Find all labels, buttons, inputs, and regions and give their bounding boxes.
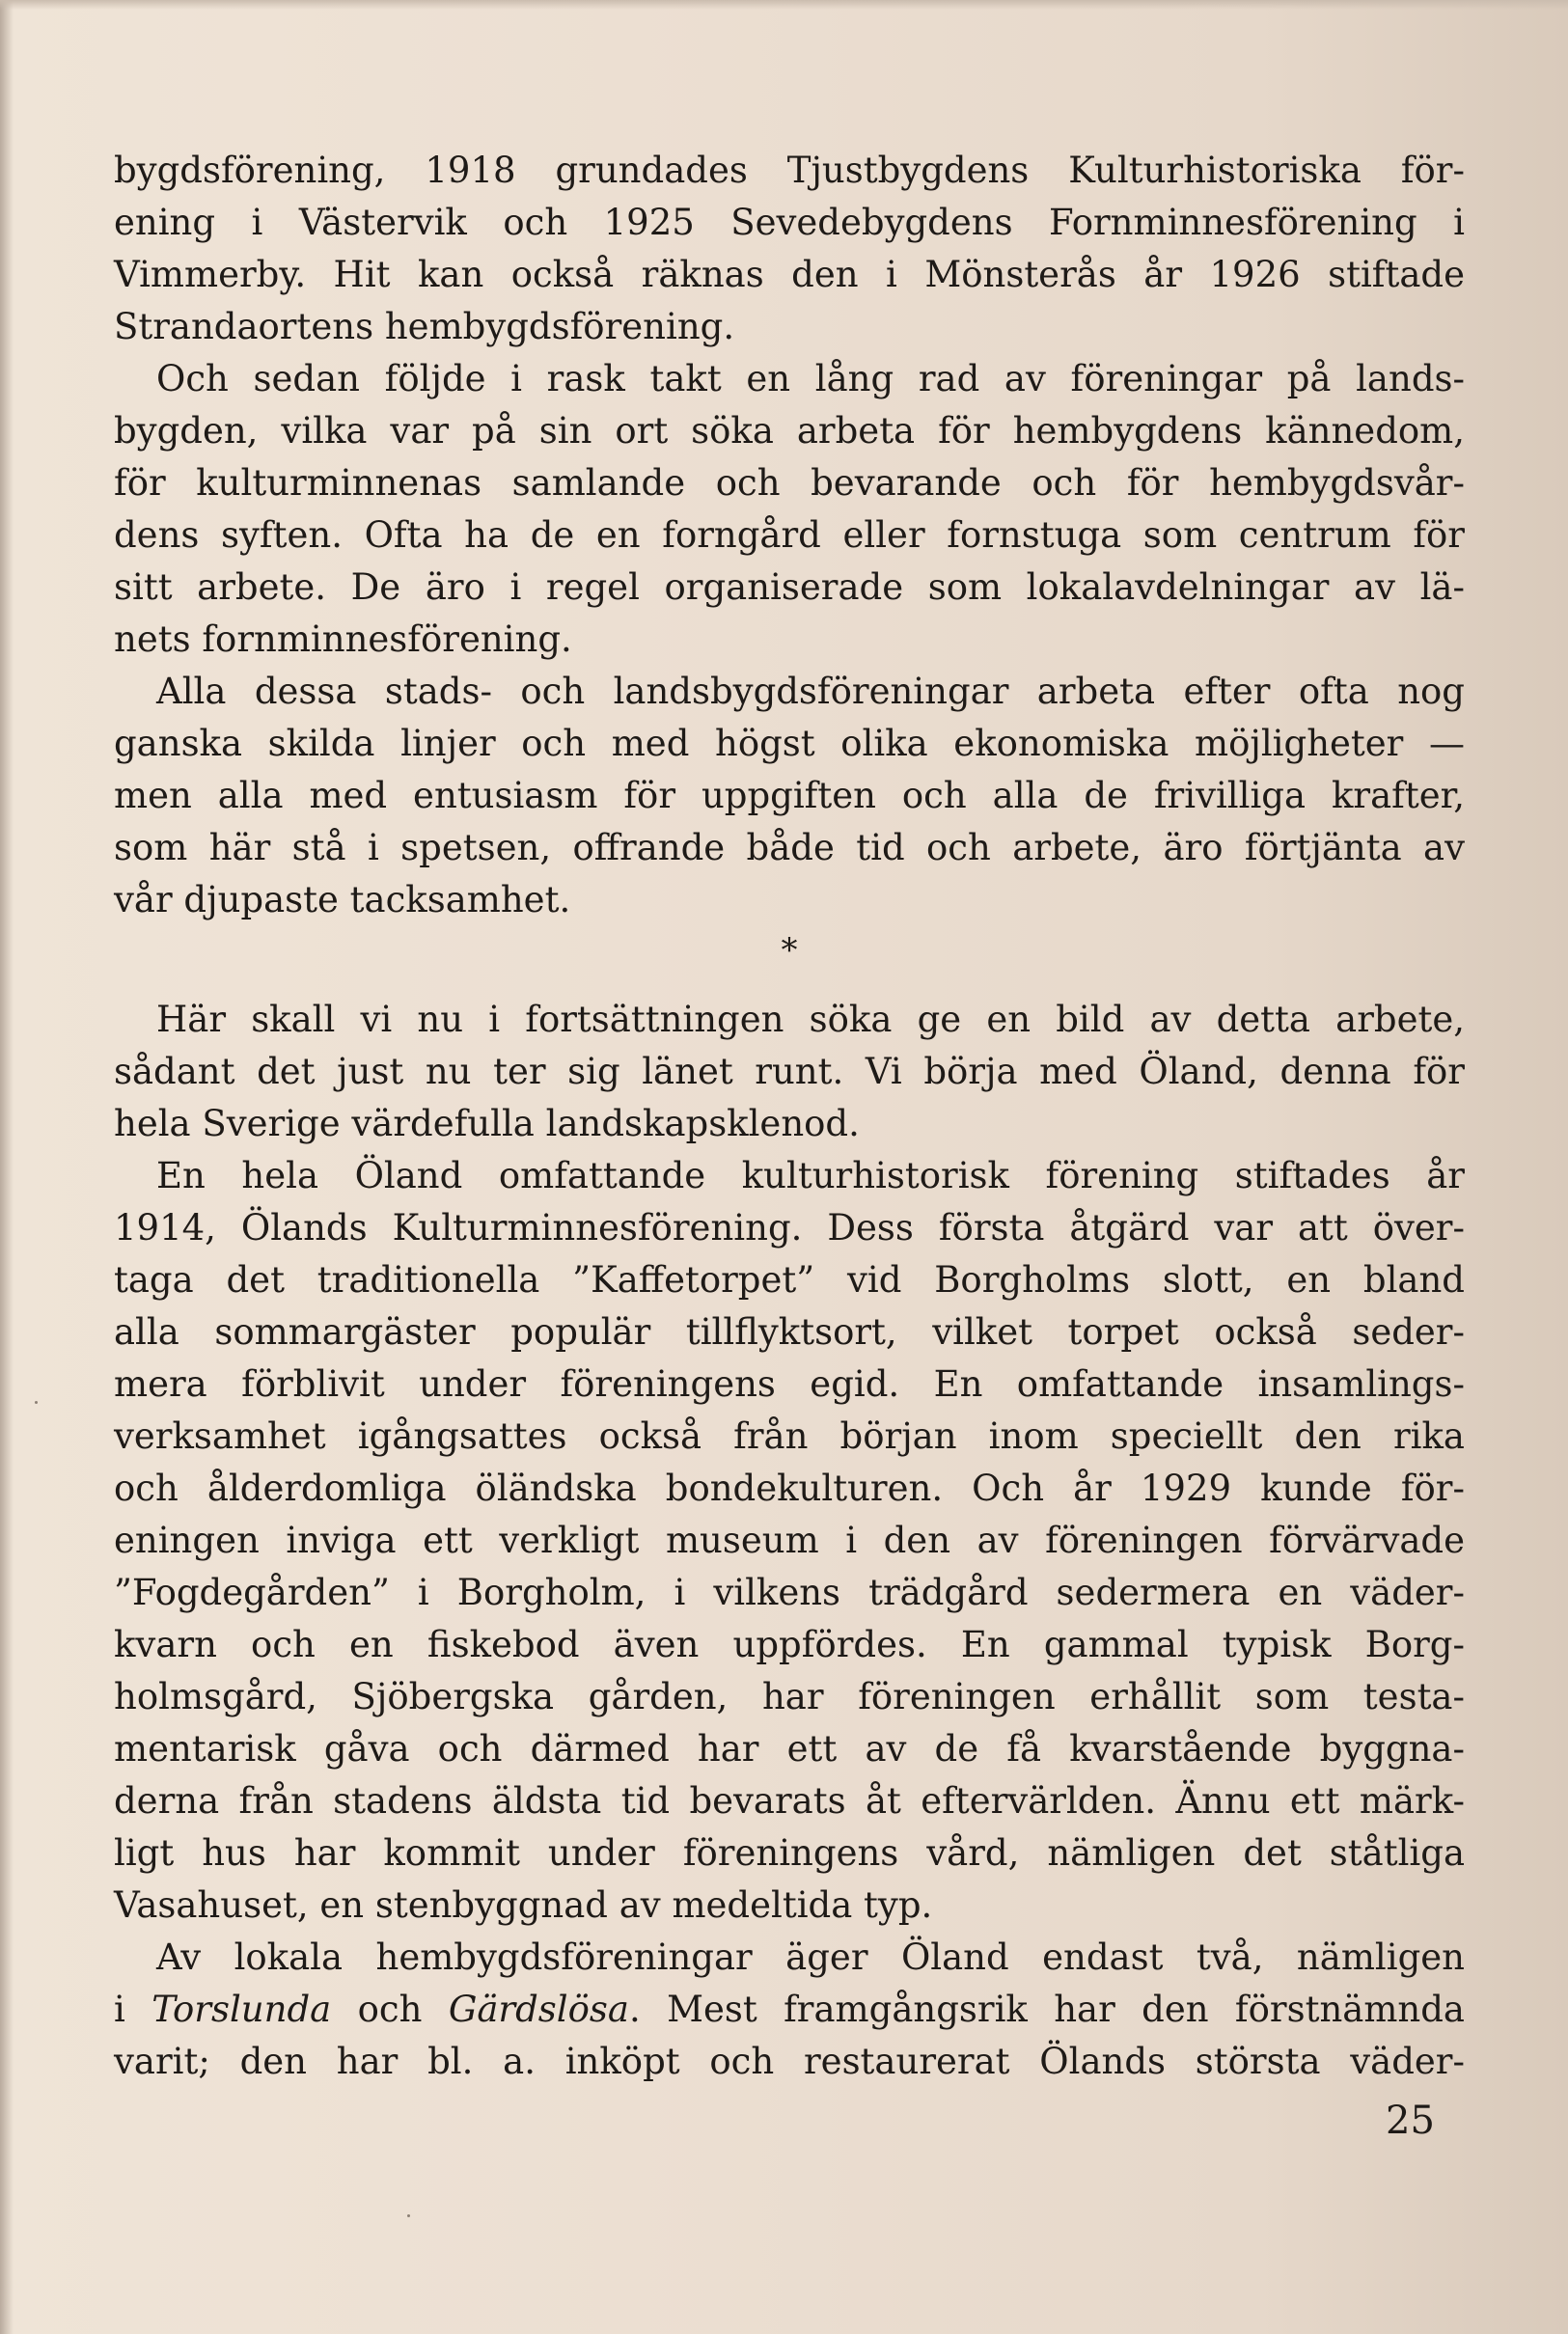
page-number: 25 <box>1386 2099 1435 2143</box>
paragraph-4 <box>114 994 1465 1150</box>
text-line: bygden, vilka var på sin ort söka arbeta för hembygdens kännedom, <box>114 410 1465 452</box>
page-gutter-shadow <box>0 0 14 2334</box>
text-line: och ålderdomliga öländska bondekulturen. Och år 1929 kunde för- <box>114 1468 1465 1509</box>
text-line: ganska skilda linjer och med högst olika ekonomiska möjligheter — <box>114 723 1465 764</box>
paragraph-2 <box>114 353 1465 666</box>
text-line: bygdsförening, 1918 grundades Tjustbygdens Kulturhistoriska för- <box>114 150 1465 191</box>
text-line: En hela Öland omfattande kulturhistorisk förening stiftades år <box>156 1155 1465 1196</box>
text-line: holmsgård, Sjöbergska gården, har föreningen erhållit som testa- <box>114 1676 1465 1717</box>
text-line: dens syften. Ofta ha de en forngård eller fornstuga som centrum för <box>114 514 1465 556</box>
body-text <box>114 145 1465 2088</box>
text-line: Av lokala hembygdsföreningar äger Öland endast två, nämligen <box>156 1936 1465 1978</box>
text-line: men alla med entusiasm för uppgiften och alla de frivilliga krafter, <box>114 775 1465 816</box>
text-line: kvarn och en fiskebod även uppfördes. En gammal typisk Borg- <box>114 1624 1465 1665</box>
text-line: hela Sverige värdefulla landskapsklenod. <box>114 1103 860 1144</box>
paper-speck <box>35 1401 38 1404</box>
text-run: och <box>331 1989 449 2030</box>
text-line: 1914, Ölands Kulturminnesförening. Dess första åtgärd var att över- <box>114 1207 1465 1249</box>
paper-speck <box>407 2214 410 2217</box>
text-line: Strandaortens hembygdsförening. <box>114 306 735 347</box>
text-line: ”Fogdegården” i Borgholm, i vilkens trädgård sedermera en väder- <box>114 1572 1465 1613</box>
page-top-shadow <box>0 0 1568 10</box>
text-line: varit; den har bl. a. inköpt och restaurerat Ölands största väder- <box>114 2041 1465 2082</box>
text-line: vår djupaste tacksamhet. <box>114 879 571 920</box>
text-line: Alla dessa stads- och landsbygdsföreningar arbeta efter ofta nog <box>156 671 1465 712</box>
text-line: som här stå i spetsen, offrande både tid och arbete, äro förtjänta av <box>114 827 1465 868</box>
paragraph-3 <box>114 666 1465 926</box>
text-line: mentarisk gåva och därmed har ett av de få kvarstående byggna- <box>114 1728 1465 1770</box>
text-line: Och sedan följde i rask takt en lång rad av föreningar på lands- <box>156 358 1465 399</box>
text-line: ening i Västervik och 1925 Sevedebygdens Fornminnesförening i <box>114 202 1465 243</box>
text-line: alla sommargäster populär tillflyktsort, vilket torpet också seder- <box>114 1311 1465 1353</box>
text-line: ligt hus har kommit under föreningens vård, nämligen det ståtliga <box>114 1832 1465 1874</box>
text-line: sådant det just nu ter sig länet runt. Vi börja med Öland, denna för <box>114 1051 1465 1092</box>
text-line: nets fornminnesförening. <box>114 618 572 660</box>
text-line: derna från stadens äldsta tid bevarats åt eftervärlden. Ännu ett märk- <box>114 1780 1465 1822</box>
text-line: sitt arbete. De äro i regel organiserade som lokalavdelningar av lä- <box>114 566 1465 608</box>
text-line: verksamhet igångsattes också från början inom speciellt den rika <box>114 1415 1465 1457</box>
text-line: mera förblivit under föreningens egid. En omfattande insamlings- <box>114 1363 1465 1405</box>
text-run: i <box>114 1989 152 2030</box>
paragraph-6 <box>114 1932 1465 2088</box>
paragraph-5 <box>114 1150 1465 1932</box>
text-line-with-italics <box>114 1984 1465 2036</box>
place-name-torslunda: Torslunda <box>151 1989 332 2030</box>
text-line: Vimmerby. Hit kan också räknas den i Mönsterås år 1926 stiftade <box>114 254 1465 295</box>
section-separator: * <box>781 931 798 970</box>
text-line: Här skall vi nu i fortsättningen söka ge en bild av detta arbete, <box>156 999 1465 1040</box>
text-line: eningen inviga ett verkligt museum i den av föreningen förvärvade <box>114 1520 1465 1561</box>
place-name-gardslosa: Gärdslösa <box>448 1989 629 2030</box>
text-line: Vasahuset, en stenbyggnad av medeltida typ. <box>114 1884 933 1926</box>
text-line: taga det traditionella ”Kaffetorpet” vid Borgholms slott, en bland <box>114 1259 1465 1301</box>
text-line: för kulturminnenas samlande och bevarande och för hembygdsvår- <box>114 462 1465 504</box>
text-run: . Mest framgångsrik har den förstnämnda <box>628 1989 1465 2030</box>
paragraph-1 <box>114 145 1465 353</box>
